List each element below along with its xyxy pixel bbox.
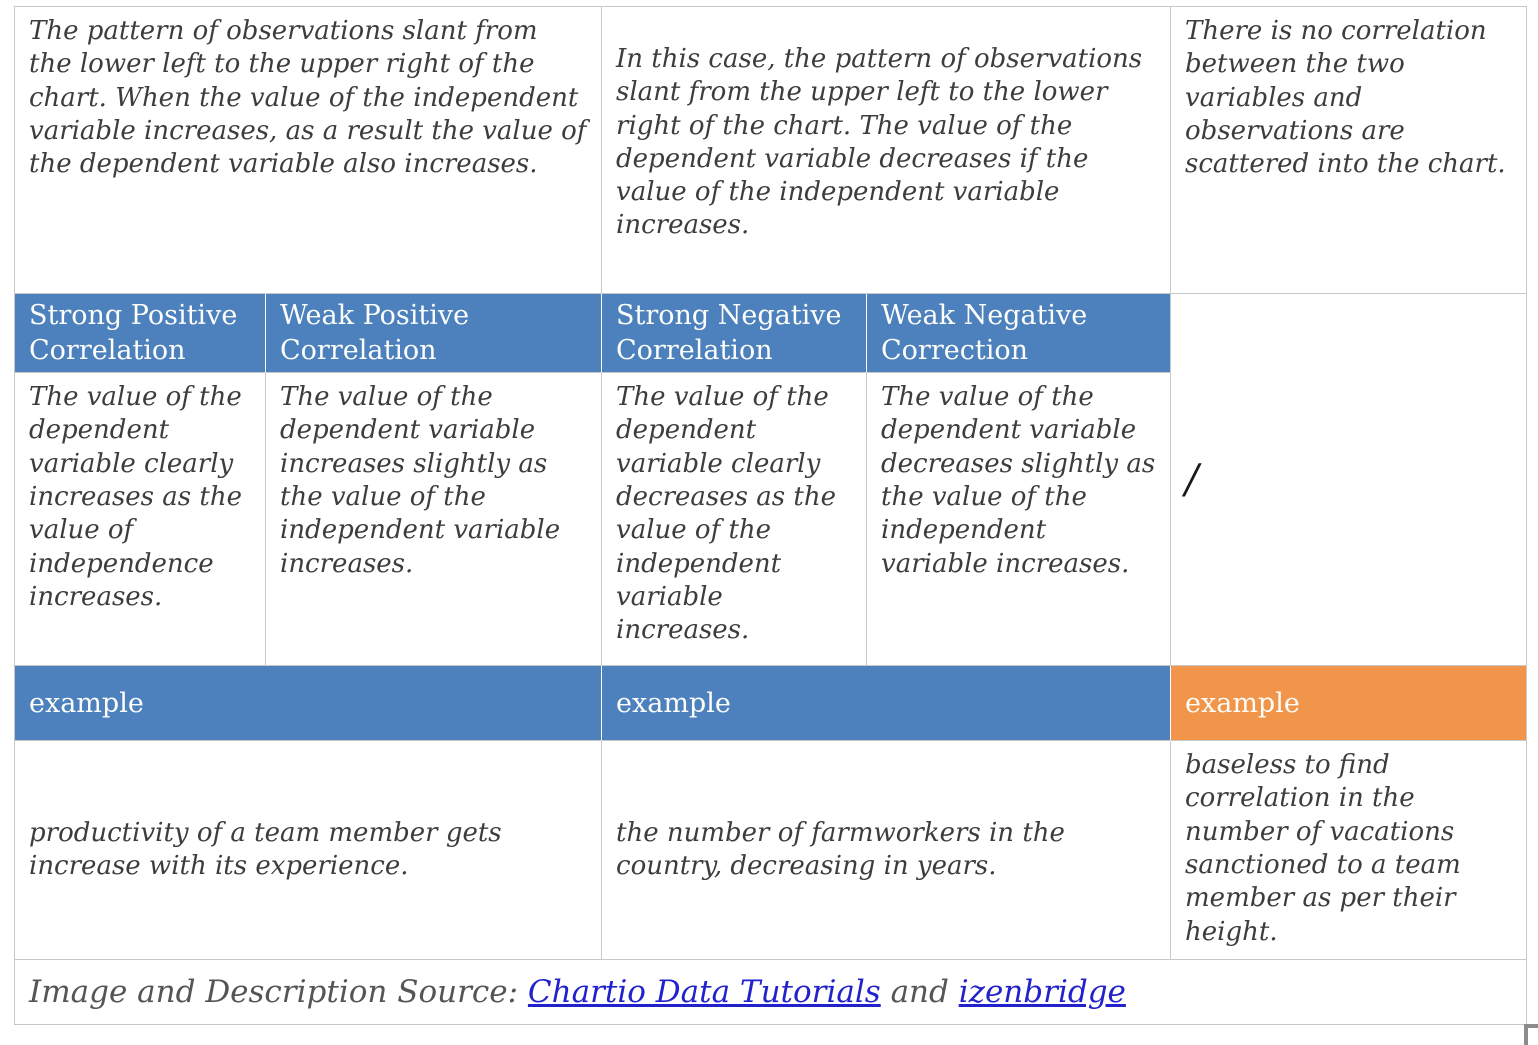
weak-positive-definition: The value of the dependent variable increases slightly as the value of the independent variable increases. — [266, 373, 602, 666]
header-weak-positive-correlation: Weak Positive Correlation — [266, 294, 602, 373]
header-strong-negative-correlation: Strong Negative Correlation — [602, 294, 867, 373]
source-and-text: and — [880, 974, 959, 1011]
no-correlation-description: There is no correlation between the two variables and observations are scattered into the chart. — [1171, 7, 1527, 294]
header-weak-negative-correction: Weak Negative Correction — [867, 294, 1171, 373]
example-none-text: baseless to find correlation in the number of vacations sanctioned to a team member as per their height. — [1171, 741, 1527, 960]
header-strong-positive-correlation: Strong Positive Correlation — [15, 294, 266, 373]
correlation-table — [14, 6, 1527, 1025]
positive-correlation-description: The pattern of observations slant from the lower left to the upper right of the chart. When the value of the independent variable increases, as a result the value of the dependent variable also increases. — [15, 7, 602, 294]
table-resize-handle[interactable] — [1524, 1024, 1538, 1045]
example-label-none: example — [1171, 666, 1527, 741]
chartio-data-tutorials-link[interactable]: Chartio Data Tutorials — [527, 974, 881, 1011]
source-attribution — [15, 960, 1527, 1025]
no-correlation-placeholder-cell — [1171, 294, 1527, 666]
example-label-negative: example — [602, 666, 1171, 741]
negative-correlation-description: In this case, the pattern of observations slant from the upper left to the lower right of the chart. The value of the dependent variable decreases if the value of the independent variable increases. — [602, 7, 1171, 294]
example-positive-text: productivity of a team member gets increase with its experience. — [15, 741, 602, 960]
example-label-positive: example — [15, 666, 602, 741]
izenbridge-link[interactable]: izenbridge — [958, 974, 1126, 1011]
strong-negative-definition: The value of the dependent variable clearly decreases as the value of the independent variable increases. — [602, 373, 867, 666]
slash-mark: / — [1185, 456, 1199, 503]
source-prefix-text: Image and Description Source: — [29, 974, 528, 1011]
example-negative-text: the number of farmworkers in the country, decreasing in years. — [602, 741, 1171, 960]
weak-negative-definition: The value of the dependent variable decreases slightly as the value of the independent variable increases. — [867, 373, 1171, 666]
strong-positive-definition: The value of the dependent variable clearly increases as the value of independence increases. — [15, 373, 266, 666]
